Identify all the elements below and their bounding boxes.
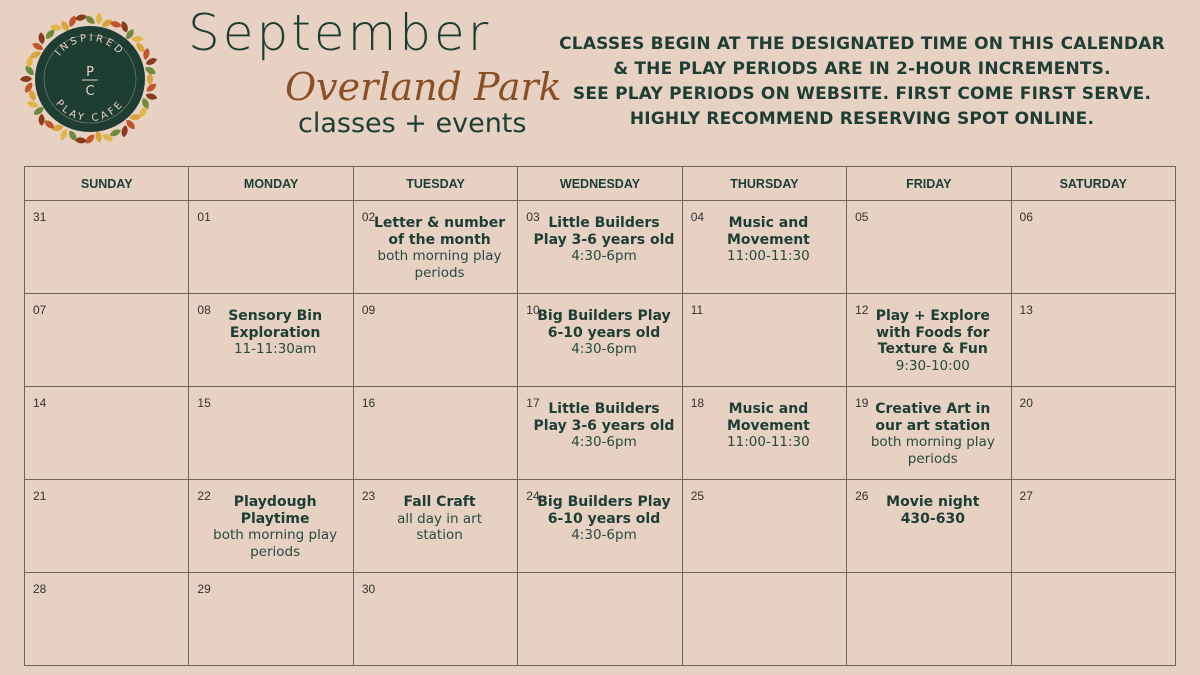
calendar-week-row (25, 201, 1176, 294)
weekday-header: WEDNESDAY (518, 167, 682, 201)
calendar-day-cell (353, 387, 517, 480)
calendar-event (201, 308, 348, 358)
weekday-header: FRIDAY (847, 167, 1011, 201)
class-notice (552, 32, 1172, 132)
calendar-week-row (25, 294, 1176, 387)
calendar-event (859, 494, 1006, 527)
calendar-day-cell (518, 387, 682, 480)
weekday-header-row (25, 167, 1176, 201)
calendar-day-cell (847, 480, 1011, 573)
day-number: 15 (197, 396, 211, 410)
inspired-play-cafe-logo (16, 8, 164, 150)
leaf-icon (38, 114, 44, 126)
leaf-icon (38, 32, 46, 45)
calendar-day-cell (353, 201, 517, 294)
calendar-day-cell (353, 573, 517, 666)
day-number: 16 (361, 396, 376, 410)
calendar-day-cell (1011, 573, 1175, 666)
calendar-day-cell (1011, 201, 1175, 294)
calendar-event (366, 494, 513, 544)
day-number: 25 (690, 489, 705, 503)
calendar-day-cell (518, 201, 682, 294)
event-detail: both morning play periods (213, 527, 338, 560)
month-title: September (188, 4, 492, 62)
event-detail: 4:30-6pm (571, 434, 637, 450)
leaf-icon (67, 15, 77, 28)
calendar-day-cell (1011, 480, 1175, 573)
leaf-icon (20, 76, 32, 83)
leaf-icon (75, 137, 88, 144)
day-number: 01 (197, 210, 211, 224)
calendar-event (530, 308, 677, 358)
event-title: Creative Art in our art station (875, 401, 991, 434)
day-number: 14 (33, 396, 47, 410)
day-number: 08 (197, 303, 211, 317)
logo-top-text: INSPIRED (53, 32, 127, 59)
calendar-day-cell (1011, 387, 1175, 480)
logo-monogram-c: C (85, 84, 95, 99)
calendar-event (695, 215, 842, 265)
calendar-body (25, 201, 1176, 666)
weekday-header: TUESDAY (353, 167, 517, 201)
calendar-day-cell (189, 294, 353, 387)
calendar-day-cell (189, 573, 353, 666)
notice-line: CLASSES BEGIN AT THE DESIGNATED TIME ON THIS CALENDAR (559, 34, 1165, 54)
event-title: Sensory Bin Exploration (228, 308, 323, 341)
logo-monogram-p: P (86, 65, 94, 80)
calendar-day-cell (847, 294, 1011, 387)
calendar-day-cell (189, 387, 353, 480)
event-title: Music and Movement (726, 401, 810, 434)
leaf-icon (120, 20, 130, 33)
event-detail: all day in art station (397, 510, 482, 543)
weekday-header: THURSDAY (682, 167, 846, 201)
event-detail: 11-11:30am (233, 341, 317, 357)
calendar-day-cell (847, 201, 1011, 294)
calendar-day-cell (847, 573, 1011, 666)
leaf-icon (96, 12, 102, 24)
event-title: Movie night 430-630 (886, 494, 980, 527)
calendar-day-cell (353, 294, 517, 387)
subtitle: classes + events (298, 108, 527, 139)
calendar-day-cell (682, 294, 846, 387)
leaf-icon (147, 73, 153, 85)
event-detail: 9:30-10:00 (895, 357, 970, 374)
event-title: Play + Explore with Foods for Texture & Fun (875, 308, 990, 357)
event-title: Big Builders Play 6-10 years old (537, 494, 671, 527)
event-title: Music and Movement (726, 215, 810, 248)
calendar-day-cell (25, 201, 189, 294)
day-number: 31 (33, 210, 47, 224)
calendar-grid (24, 166, 1176, 666)
leaf-icon (145, 92, 158, 101)
calendar-day-cell (353, 480, 517, 573)
event-detail: 4:30-6pm (571, 341, 637, 357)
calendar-day-cell (25, 573, 189, 666)
calendar-day-cell (1011, 294, 1175, 387)
leaf-icon (131, 36, 143, 43)
calendar-event (859, 308, 1006, 374)
calendar-event (859, 401, 1006, 467)
notice-line: & THE PLAY PERIODS ARE IN 2-HOUR INCREMENTS. (613, 59, 1111, 79)
calendar-day-cell (682, 387, 846, 480)
event-detail: 4:30-6pm (571, 527, 637, 543)
day-number: 18 (690, 396, 705, 410)
event-title: Big Builders Play 6-10 years old (537, 308, 671, 341)
location-title: Overland Park (285, 65, 562, 109)
day-number: 24 (526, 489, 540, 503)
day-number: 28 (33, 582, 47, 596)
calendar-day-cell (25, 387, 189, 480)
day-number: 07 (33, 303, 47, 317)
weekday-header: SATURDAY (1011, 167, 1175, 201)
day-number: 12 (855, 303, 869, 317)
event-detail: both morning play periods (377, 248, 502, 281)
day-number: 29 (197, 582, 211, 596)
calendar-week-row (25, 573, 1176, 666)
day-number: 09 (361, 303, 376, 317)
day-number: 04 (690, 210, 705, 224)
leaf-icon (121, 125, 129, 138)
day-number: 13 (1019, 303, 1033, 317)
event-detail: 4:30-6pm (571, 248, 637, 264)
leaf-icon (26, 100, 39, 109)
calendar-event (530, 494, 677, 544)
calendar-day-cell (847, 387, 1011, 480)
logo-bottom-text: PLAY CAFE (53, 98, 127, 125)
day-number: 30 (361, 582, 376, 596)
calendar-event (366, 215, 513, 281)
day-number: 06 (1019, 210, 1033, 224)
calendar-day-cell (682, 573, 846, 666)
event-detail: 11:00-11:30 (727, 248, 810, 264)
event-detail: both morning play periods (870, 434, 995, 467)
day-number: 11 (690, 303, 704, 317)
leaf-icon (95, 130, 103, 143)
calendar-event (695, 401, 842, 451)
day-number: 27 (1019, 489, 1033, 503)
calendar-event (530, 215, 677, 265)
notice-line: HIGHLY RECOMMEND RESERVING SPOT ONLINE. (629, 109, 1095, 129)
day-number: 10 (526, 303, 540, 317)
calendar-day-cell (25, 480, 189, 573)
day-number: 02 (361, 210, 376, 224)
calendar-day-cell (682, 201, 846, 294)
calendar-day-cell (518, 480, 682, 573)
leaf-icon (84, 133, 97, 146)
day-number: 21 (33, 489, 47, 503)
calendar-day-cell (189, 480, 353, 573)
calendar-week-row (25, 387, 1176, 480)
calendar-event (530, 401, 677, 451)
day-number: 26 (855, 489, 869, 503)
day-number: 05 (855, 210, 869, 224)
day-number: 20 (1019, 396, 1033, 410)
day-number: 23 (361, 489, 376, 503)
event-title: Fall Craft (403, 494, 476, 510)
day-number: 22 (197, 489, 211, 503)
event-title: Little Builders Play 3-6 years old (533, 215, 675, 248)
event-title: Playdough Playtime (233, 494, 317, 527)
calendar-event (201, 494, 348, 560)
calendar-day-cell (189, 201, 353, 294)
calendar-day-cell (25, 294, 189, 387)
day-number: 03 (526, 210, 540, 224)
day-number: 17 (526, 396, 540, 410)
day-number: 19 (855, 396, 869, 410)
calendar-day-cell (682, 480, 846, 573)
weekday-header: SUNDAY (25, 167, 189, 201)
calendar-day-cell (518, 294, 682, 387)
notice-line: SEE PLAY PERIODS ON WEBSITE. FIRST COME FIRST SERVE. (572, 84, 1152, 104)
calendar-week-row (25, 480, 1176, 573)
event-title: Letter & number of the month (374, 215, 506, 248)
calendar-day-cell (518, 573, 682, 666)
event-title: Little Builders Play 3-6 years old (533, 401, 675, 434)
weekday-header: MONDAY (189, 167, 353, 201)
event-detail: 11:00-11:30 (727, 434, 810, 450)
